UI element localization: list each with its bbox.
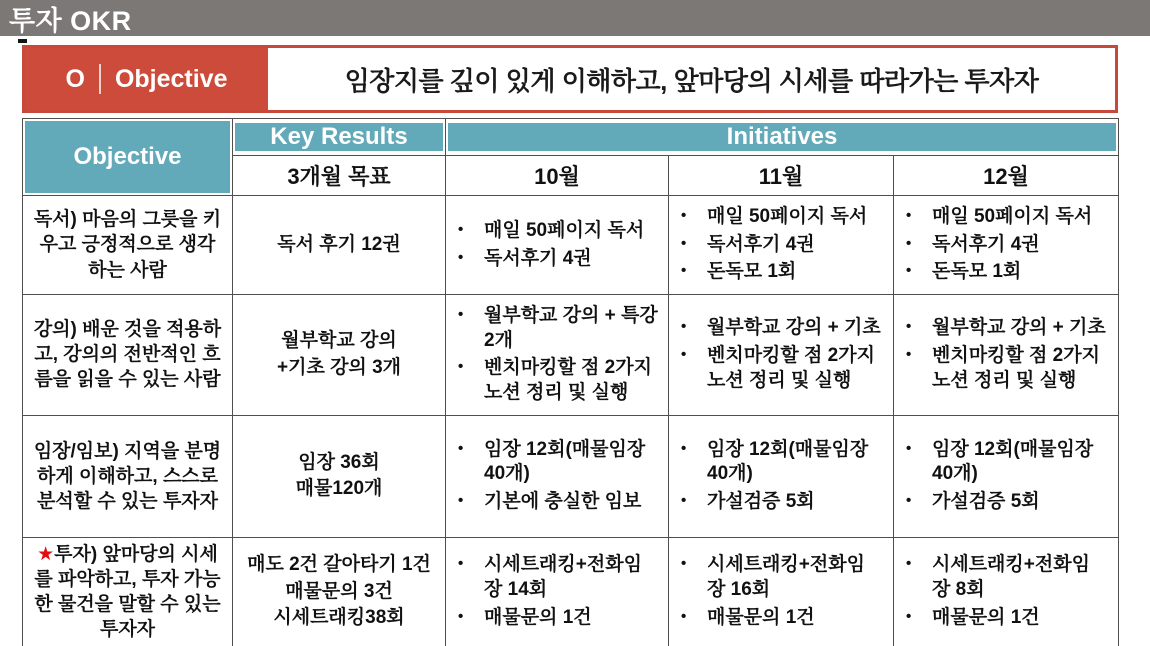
header-objective-label: Objective	[25, 121, 230, 193]
initiative-item: • 시세트래킹+전화임장 8회	[894, 553, 1108, 602]
table-row-field-study	[23, 415, 1119, 537]
initiative-item: • 가설검증 5회	[669, 490, 883, 515]
key-result-line: +기초 강의 3개	[277, 356, 401, 378]
initiative-item: • 독서후기 4권	[669, 233, 883, 258]
header-objective	[23, 119, 233, 196]
top-bar	[0, 0, 1150, 36]
initiative-item: • 시세트래킹+전화임장 16회	[669, 553, 883, 602]
page-title: 투자 OKR	[9, 5, 132, 36]
objective-word: Objective	[114, 64, 228, 93]
initiative-cell-dec	[894, 415, 1119, 537]
objective-cell: 독서) 마음의 그릇을 키우고 긍정적으로 생각하는 사람	[23, 196, 233, 295]
initiative-item: • 기본에 충실한 임보	[446, 490, 658, 515]
initiative-item: • 독서후기 4권	[894, 233, 1108, 258]
initiative-cell-dec	[894, 537, 1119, 646]
stray-dash-mark	[18, 39, 27, 43]
key-result-line: 매도 2건 갈아타기 1건	[247, 554, 431, 576]
initiative-cell-oct	[446, 295, 669, 416]
key-results-cell	[233, 196, 446, 295]
initiative-item: • 매물문의 1건	[894, 606, 1108, 631]
initiative-item: • 월부학교 강의 + 기초	[894, 316, 1108, 341]
initiative-item: • 매일 50페이지 독서	[446, 219, 658, 244]
initiative-item: • 임장 12회(매물임장 40개)	[446, 438, 658, 487]
initiative-item: • 임장 12회(매물임장 40개)	[894, 438, 1108, 487]
header-initiatives-label: Initiatives	[448, 123, 1116, 151]
key-result-line: 매물120개	[295, 478, 383, 500]
initiative-cell-nov	[669, 415, 894, 537]
key-result-line: 독서 후기 12권	[277, 233, 401, 255]
star-icon: ★	[37, 543, 55, 565]
initiative-item: • 벤치마킹할 점 2가지 노션 정리 및 실행	[669, 344, 883, 393]
initiative-item: • 가설검증 5회	[894, 490, 1108, 515]
objective-cell: 임장/임보) 지역을 분명하게 이해하고, 스스로 분석할 수 있는 투자자	[23, 415, 233, 537]
initiative-item: • 시세트래킹+전화임장 14회	[446, 553, 658, 602]
header-month-nov: 11월	[669, 156, 894, 196]
table-row-reading	[23, 196, 1119, 295]
initiative-item: • 돈독모 1회	[669, 260, 883, 285]
initiative-item: • 돈독모 1회	[894, 260, 1108, 285]
key-results-cell	[233, 415, 446, 537]
initiative-cell-dec	[894, 196, 1119, 295]
initiative-item: • 매물문의 1건	[446, 606, 658, 631]
header-key-results-label: Key Results	[235, 123, 443, 151]
initiative-cell-oct	[446, 196, 669, 295]
key-result-line: 월부학교 강의	[281, 330, 397, 352]
initiative-item: • 벤치마킹할 점 2가지 노션 정리 및 실행	[894, 344, 1108, 393]
key-result-line: 매물문의 3건	[285, 580, 393, 602]
header-initiatives	[446, 119, 1119, 156]
initiative-cell-oct	[446, 537, 669, 646]
initiative-cell-nov	[669, 196, 894, 295]
initiative-item: • 독서후기 4권	[446, 247, 658, 272]
header-3month-goal: 3개월 목표	[233, 156, 446, 196]
initiative-item: • 매일 50페이지 독서	[894, 205, 1108, 230]
okr-table	[22, 118, 1119, 646]
vertical-divider	[99, 64, 101, 94]
header-key-results	[233, 119, 446, 156]
key-result-line: 시세트래킹38회	[273, 607, 405, 629]
objective-banner-label	[25, 48, 268, 110]
objective-cell	[23, 537, 233, 646]
key-results-cell	[233, 295, 446, 416]
table-row-investment	[23, 537, 1119, 646]
initiative-item: • 임장 12회(매물임장 40개)	[669, 438, 883, 487]
initiative-item: • 매일 50페이지 독서	[669, 205, 883, 230]
objective-text: 투자) 앞마당의 시세를 파악하고, 투자 가능한 물건을 말할 수 있는 투자자	[34, 543, 221, 641]
initiative-item: • 월부학교 강의 + 특강 2개	[446, 304, 658, 353]
initiative-cell-dec	[894, 295, 1119, 416]
table-row-lectures	[23, 295, 1119, 416]
header-month-oct: 10월	[446, 156, 669, 196]
objective-o-letter: O	[65, 64, 85, 93]
key-result-line: 임장 36회	[298, 451, 380, 473]
key-results-cell	[233, 537, 446, 646]
initiative-cell-oct	[446, 415, 669, 537]
initiative-cell-nov	[669, 537, 894, 646]
objective-cell: 강의) 배운 것을 적용하고, 강의의 전반적인 흐름을 읽을 수 있는 사람	[23, 295, 233, 416]
initiative-item: • 벤치마킹할 점 2가지 노션 정리 및 실행	[446, 356, 658, 405]
initiative-cell-nov	[669, 295, 894, 416]
objective-statement: 임장지를 깊이 있게 이해하고, 앞마당의 시세를 따라가는 투자자	[344, 65, 1039, 96]
header-month-dec: 12월	[894, 156, 1119, 196]
initiative-item: • 월부학교 강의 + 기초	[669, 316, 883, 341]
initiative-item: • 매물문의 1건	[669, 606, 883, 631]
objective-banner	[22, 45, 1118, 113]
